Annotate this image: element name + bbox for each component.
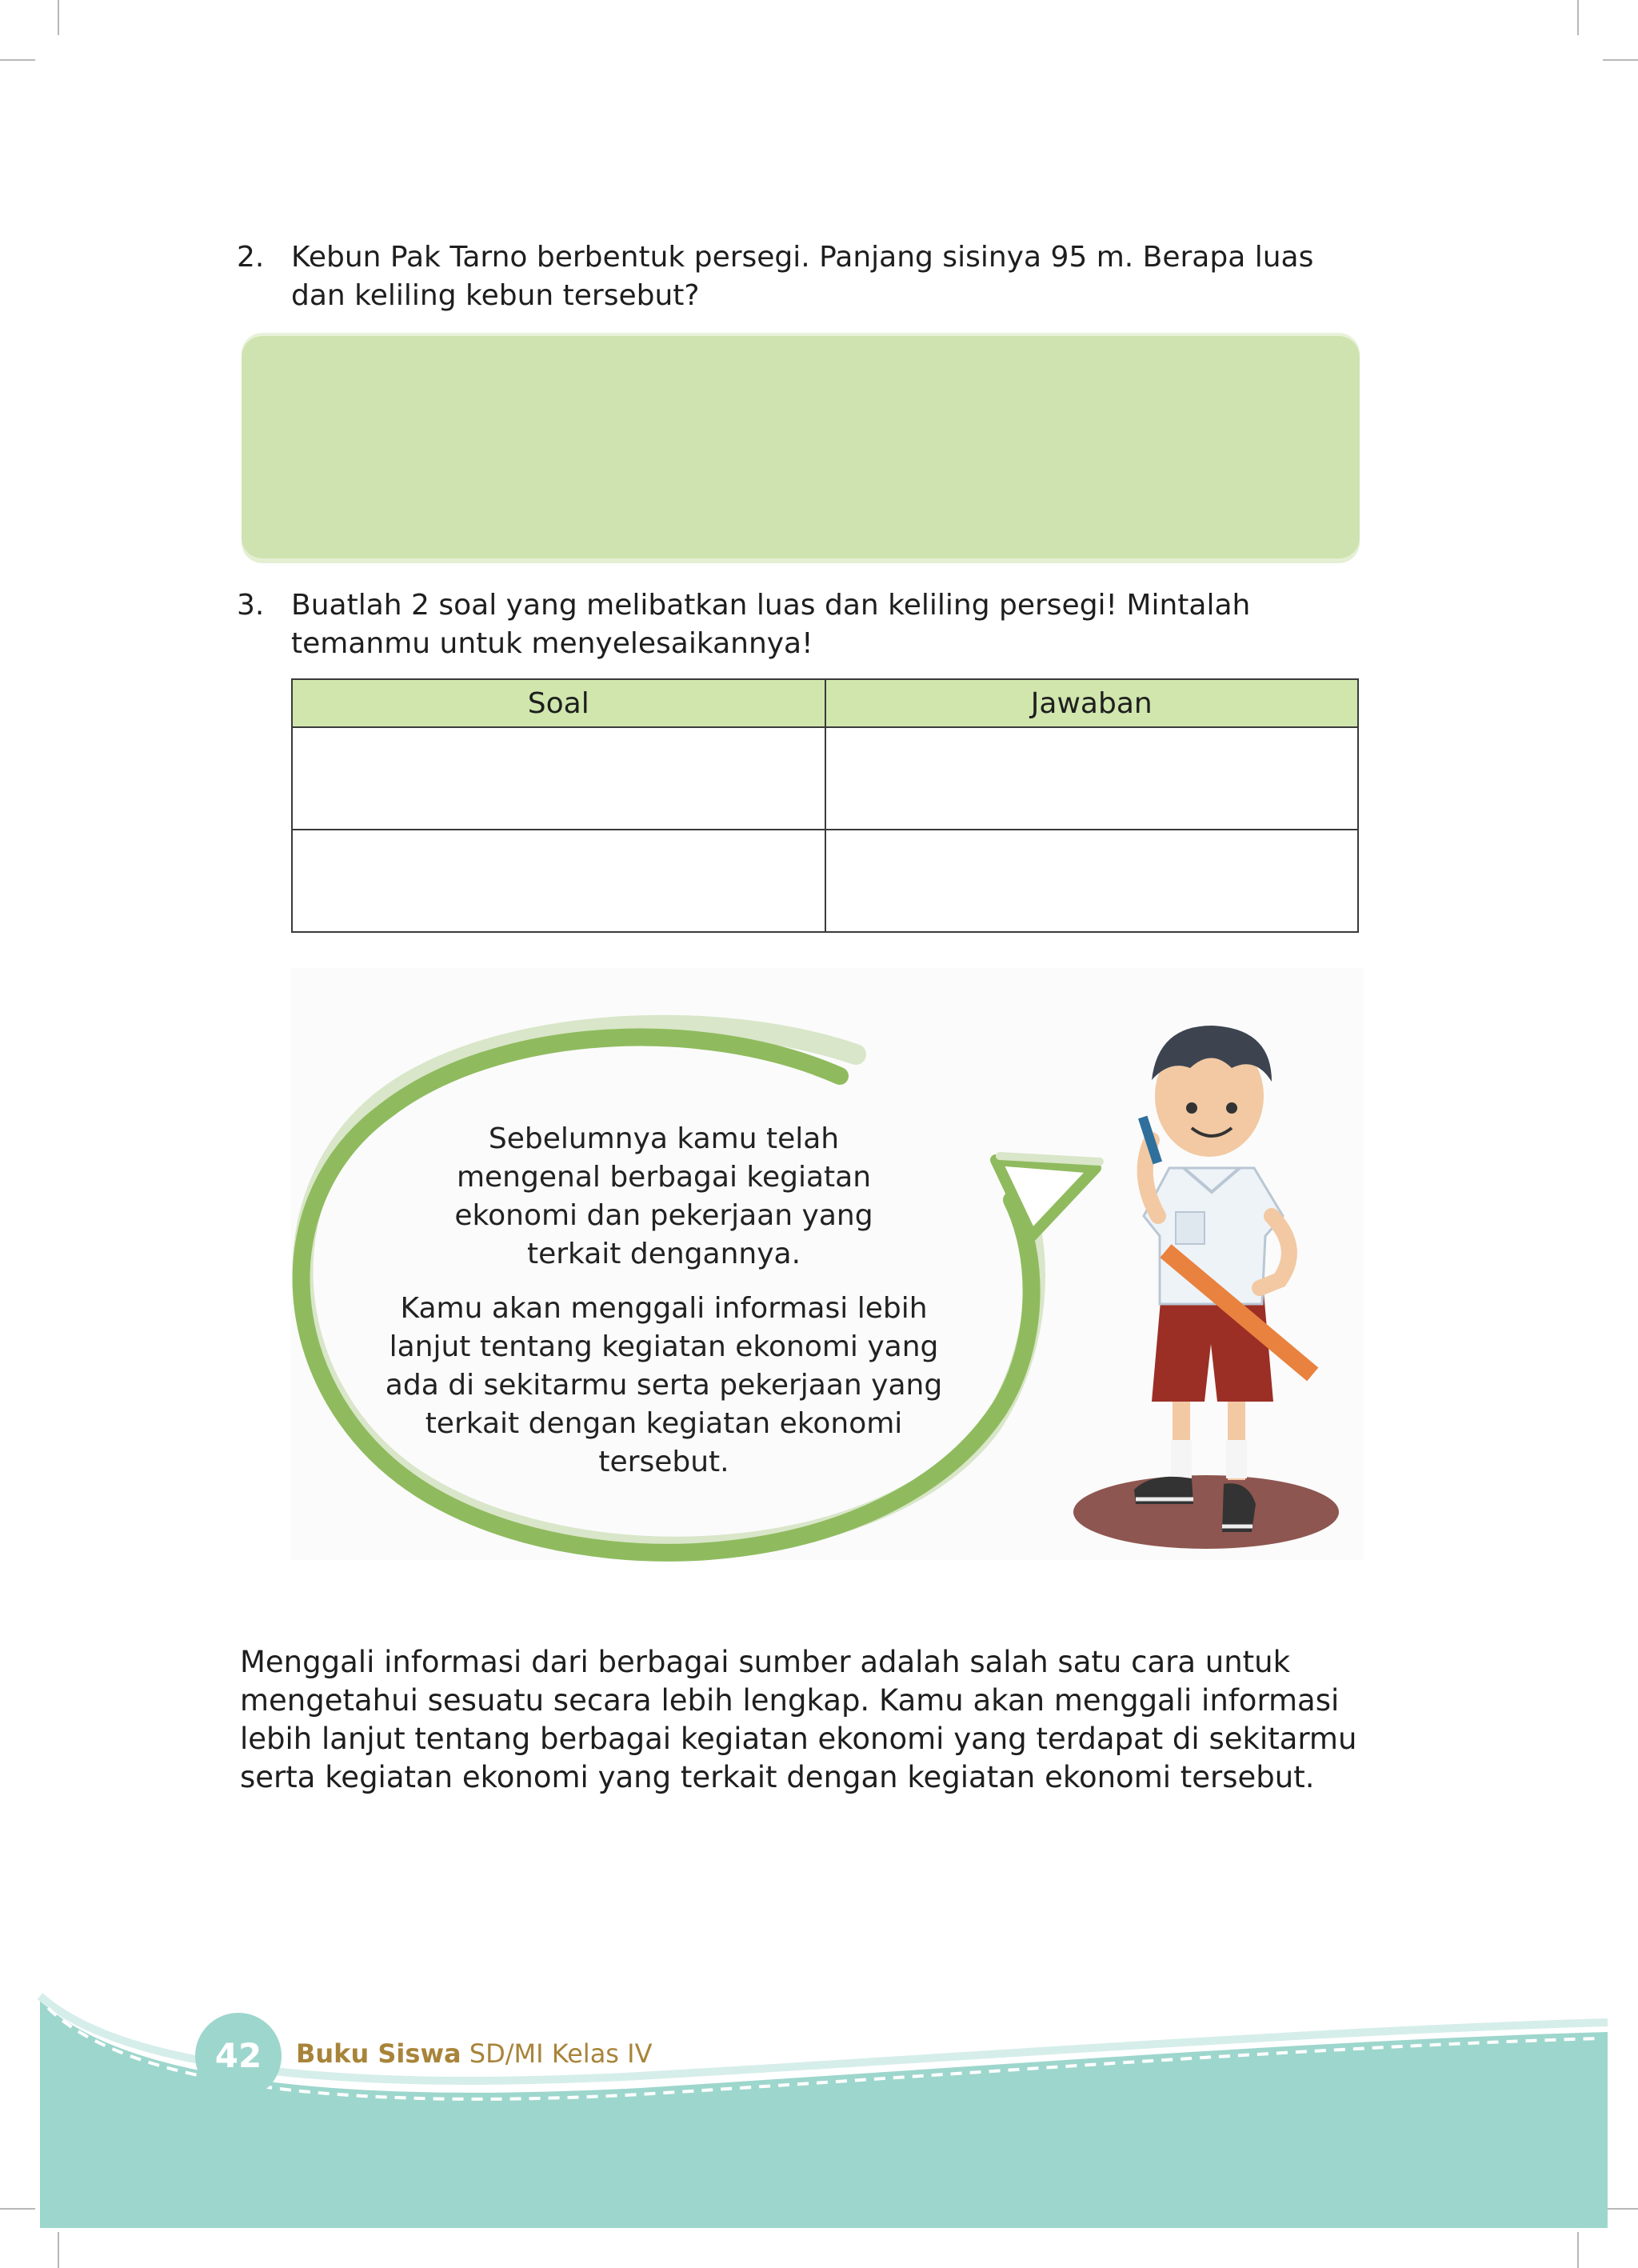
crop-mark	[1603, 59, 1638, 61]
question-number: 3.	[237, 589, 265, 622]
question-3	[237, 586, 1364, 666]
book-title-bold: Buku Siswa	[296, 2038, 461, 2069]
crop-mark	[58, 0, 59, 35]
table-header-jawaban: Jawaban	[825, 679, 1359, 727]
answer-box[interactable]	[242, 336, 1360, 558]
paragraph-line: lebih lanjut tentang berbagai kegiatan ekonomi yang terdapat di sekitarmu	[240, 1722, 1357, 1756]
book-title	[296, 2038, 652, 2069]
crop-mark	[0, 59, 35, 61]
table-cell[interactable]	[825, 830, 1359, 932]
table-header-row	[292, 679, 1358, 727]
question-text: Kebun Pak Tarno berbentuk persegi. Panjang sisinya 95 m. Berapa luas dan keliling kebun tersebut?	[291, 241, 1314, 312]
table-header-soal: Soal	[292, 679, 825, 727]
paragraph-line: serta kegiatan ekonomi yang terkait dengan kegiatan ekonomi tersebut.	[240, 1760, 1315, 1794]
table-row	[292, 830, 1358, 932]
speech-bubble-text	[336, 1120, 992, 1498]
table-cell[interactable]	[292, 727, 825, 830]
speech-bubble-paragraph: Kamu akan menggali informasi lebih lanjut tentang kegiatan ekonomi yang ada di sekitarmu serta pekerjaan yang terkait dengan kegiatan ekonomi tersebut.	[385, 1292, 943, 1478]
body-paragraph	[240, 1643, 1376, 1797]
book-title-rest: SD/MI Kelas IV	[461, 2038, 653, 2069]
table-row	[292, 727, 1358, 830]
page-number: 42	[195, 2013, 282, 2099]
question-2	[237, 238, 1364, 318]
table-cell[interactable]	[825, 727, 1359, 830]
soal-jawaban-table	[291, 678, 1359, 933]
question-text: Buatlah 2 soal yang melibatkan luas dan keliling persegi! Mintalah temanmu untuk menyelesaikannya!	[291, 589, 1251, 660]
paragraph-line: Menggali informasi dari berbagai sumber adalah salah satu cara untuk	[240, 1645, 1291, 1679]
table-cell[interactable]	[292, 830, 825, 932]
speech-bubble-paragraph: Sebelumnya kamu telah mengenal berbagai kegiatan ekonomi dan pekerjaan yang terkait dengannya.	[454, 1122, 873, 1270]
question-number: 2.	[237, 241, 265, 274]
crop-mark	[1577, 0, 1579, 35]
paragraph-line: mengetahui sesuatu secara lebih lengkap. Kamu akan menggali informasi	[240, 1683, 1340, 1718]
